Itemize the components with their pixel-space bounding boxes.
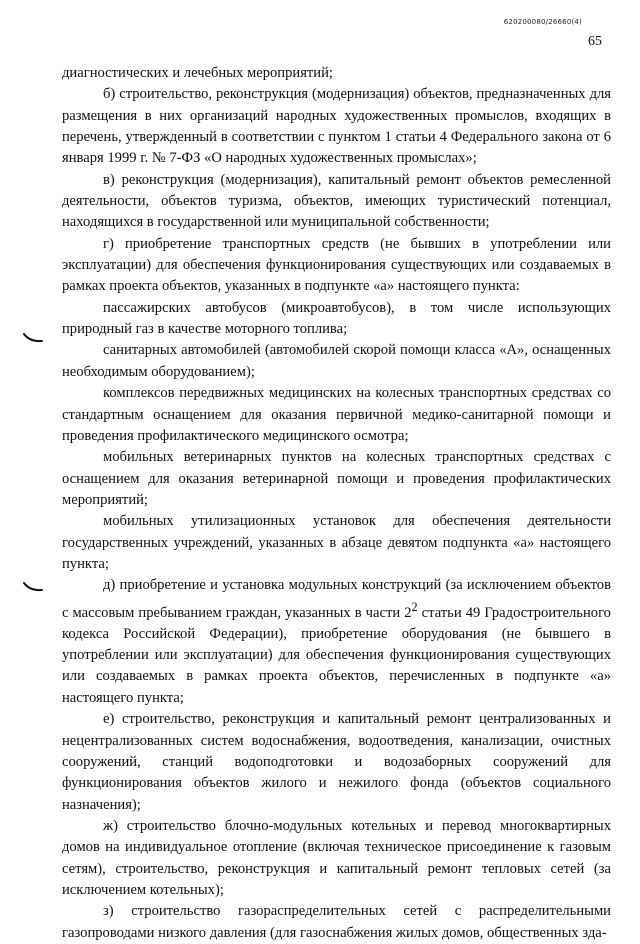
paragraph: комплексов передвижных медицинских на колесных транспортных средствах со стандартным оснащением для оказания первичной медико-санитарной помощи и проведения профилактического медицинского осмотра; <box>62 385 611 444</box>
margin-tick-mark <box>22 331 44 345</box>
paragraph: пассажирских автобусов (микроавтобусов), в том числе использующих природный газ в качестве моторного топлива; <box>62 299 611 338</box>
paragraph: мобильных утилизационных установок для обеспечения деятельности государственных учреждений, указанных в абзаце девятом подпункта «а» настоящего пункта; <box>62 513 611 572</box>
paragraph-v: в) реконструкция (модернизация), капитальный ремонт объектов ремесленной деятельности, объектов туризма, объектов, имеющих туристический потенциал, находящихся в государственной или муниципальной собственности; <box>62 171 611 231</box>
paragraph-b: б) строительство, реконструкция (модернизация) объектов, предназначенных для размещения в них организаций народных художественных промыслов, входящих в перечень, утвержденный в соответствии с пунктом 1 статьи 4 Федерального закона от 6 января 1999 г. № 7-ФЗ «О народных художественных промыслах»; <box>62 86 611 167</box>
paragraph-z: з) строительство газораспределительных сетей с распределительными газопроводами низкого давления (для газоснабжения жилых домов, общественных зда- <box>62 903 611 941</box>
document-id: 620200080/26660(4) <box>503 18 582 26</box>
paragraph-d <box>62 575 611 709</box>
paragraph-g: г) приобретение транспортных средств (не бывших в употреблении или эксплуатации) для обеспечения функционирования существующих или создаваемых в рамках проекта объектов, указанных в подпункте «а» настоящего пункта: <box>62 235 611 295</box>
paragraph-e: е) строительство, реконструкция и капитальный ремонт централизованных и нецентрализованных систем водоснабжения, водоотведения, канализации, очистных сооружений, станций водоподготовки и водозаборных сооружений для функционирования объектов жилого и нежилого фонда (объектов социального назначения); <box>62 711 611 813</box>
paragraph-text: д) приобретение и установка модульных конструкций (за исключением объектов с массовым пребыванием граждан, указанных в части 2 <box>62 577 611 621</box>
superscript: 2 <box>411 599 418 614</box>
page-number: 65 <box>588 34 602 49</box>
paragraph: санитарных автомобилей (автомобилей скорой помощи класса «А», оснащенных необходимым оборудованием); <box>62 342 611 380</box>
paragraph: диагностических и лечебных мероприятий; <box>62 65 333 81</box>
paragraph-text: статьи 49 Градостроительного кодекса Российской Федерации), приобретение оборудования (не бывшего в употреблении или эксплуатации) для обеспечения функционирования существующих или создаваемых в рамках проекта объектов, перечисленных в подпункте «а» настоящего пункта; <box>62 604 611 706</box>
margin-tick-mark <box>22 580 44 594</box>
document-body <box>62 63 611 944</box>
paragraph: мобильных ветеринарных пунктов на колесных транспортных средствах с оснащением для оказания ветеринарной помощи и проведения профилактических мероприятий; <box>62 449 611 508</box>
paragraph-zh: ж) строительство блочно-модульных котельных и перевод многоквартирных домов на индивидуальное отопление (включая техническое присоединение к газовым сетям), строительство, реконструкция и капитальный ремонт тепловых сетей (за исключением котельных); <box>62 817 611 898</box>
